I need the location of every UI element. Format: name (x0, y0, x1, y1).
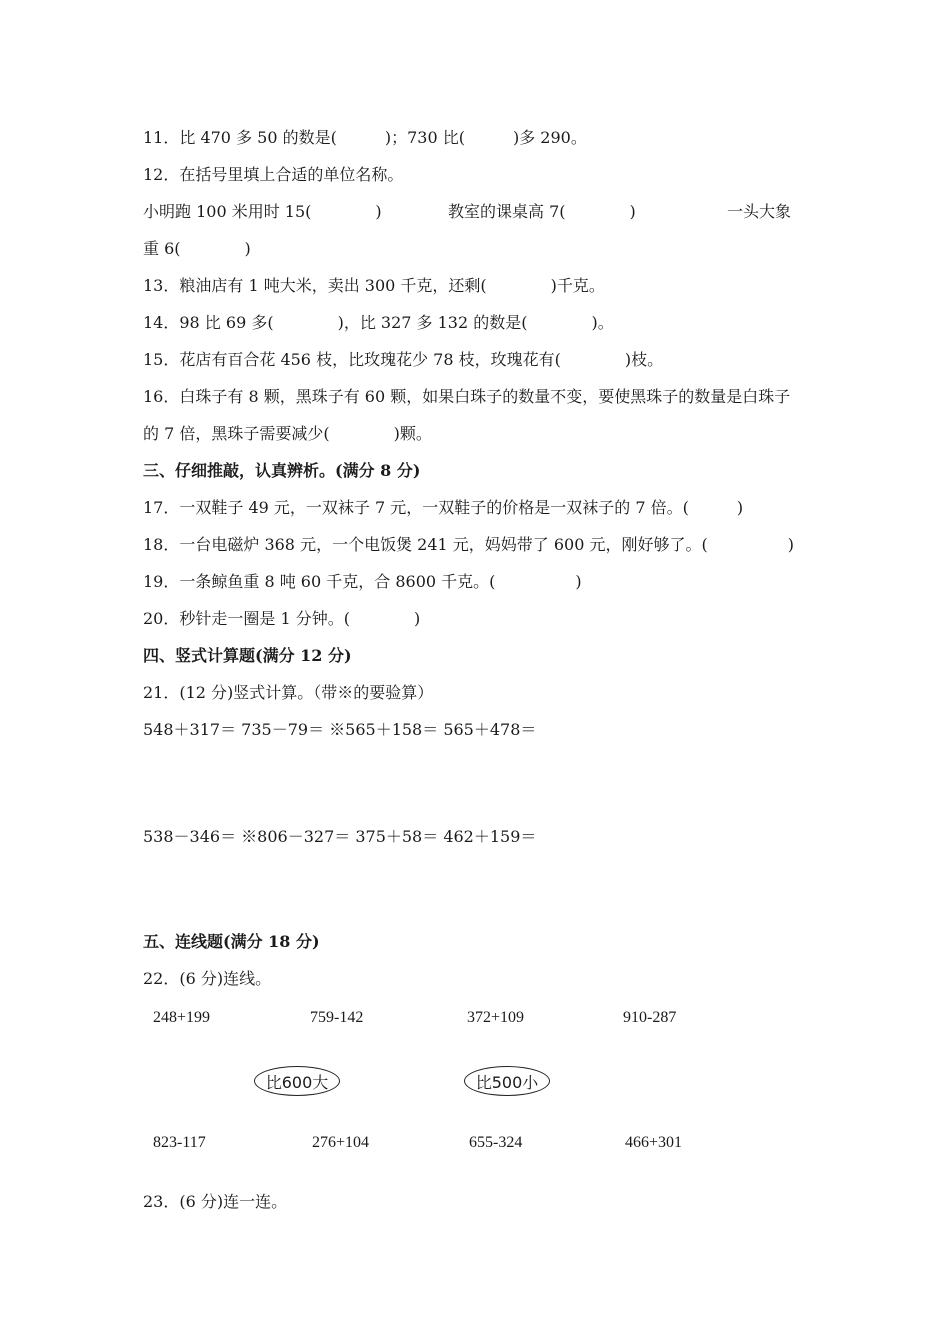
section-4-heading: 四、竖式计算题(满分 12 分) (143, 646, 352, 665)
question-15: 15．花店有百合花 456 枝，比玫瑰花少 78 枝，玫瑰花有( )枝。 (143, 350, 664, 369)
bottom-expression: 466+301 (625, 1134, 683, 1151)
top-expression: 910-287 (623, 1009, 677, 1026)
bottom-expression: 655-324 (469, 1134, 523, 1151)
question-12-item-a: 小明跑 100 米用时 15( ) (143, 202, 382, 221)
question-16-line-2: 的 7 倍，黑珠子需要减少( )颗。 (143, 424, 432, 443)
calc-row-1: 548＋317＝ 735－79＝ ※565＋158＝ 565＋478＝ (143, 720, 537, 739)
question-16-line-1: 16．白珠子有 8 颗，黑珠子有 60 颗，如果白珠子的数量不变，要使黑珠子的数量是白珠子 (143, 387, 791, 406)
question-12: 12．在括号里填上合适的单位名称。 (143, 165, 404, 184)
top-expression: 248+199 (153, 1009, 211, 1026)
question-11: 11．比 470 多 50 的数是( )；730 比( )多 290。 (143, 128, 587, 147)
question-21: 21．(12 分)竖式计算。（带※的要验算） (143, 683, 434, 702)
oval-greater-than-600 (254, 1066, 340, 1096)
question-12-item-b: 教室的课桌高 7( ) (448, 202, 636, 221)
question-19: 19．一条鲸鱼重 8 吨 60 千克，合 8600 千克。( ) (143, 572, 582, 591)
question-12-item-c: 一头大象 (727, 202, 792, 221)
bottom-expression: 823-117 (153, 1134, 206, 1151)
question-22: 22．(6 分)连线。 (143, 969, 272, 988)
question-17: 17．一双鞋子 49 元，一双袜子 7 元，一双鞋子的价格是一双袜子的 7 倍。( ) (143, 498, 744, 517)
question-12-item-d: 重 6( ) (143, 239, 251, 258)
top-expression: 372+109 (467, 1009, 525, 1026)
oval-label: 比600大 (265, 1072, 329, 1092)
question-13: 13．粮油店有 1 吨大米，卖出 300 千克，还剩( )千克。 (143, 276, 605, 295)
section-5-heading: 五、连线题(满分 18 分) (143, 932, 320, 951)
bottom-expression: 276+104 (312, 1134, 370, 1151)
oval-label: 比500小 (475, 1072, 539, 1092)
top-expression: 759-142 (310, 1009, 364, 1026)
calc-row-2: 538－346＝ ※806－327＝ 375＋58＝ 462＋159＝ (143, 827, 537, 846)
question-14: 14．98 比 69 多( )，比 327 多 132 的数是( )。 (143, 313, 614, 332)
question-20: 20．秒针走一圈是 1 分钟。( ) (143, 609, 421, 628)
oval-less-than-500 (464, 1066, 550, 1096)
question-23: 23．(6 分)连一连。 (143, 1192, 288, 1211)
question-18: 18．一台电磁炉 368 元，一个电饭煲 241 元，妈妈带了 600 元，刚好够了。( ) (143, 535, 794, 554)
section-3-heading: 三、仔细推敲，认真辨析。(满分 8 分) (143, 461, 421, 480)
